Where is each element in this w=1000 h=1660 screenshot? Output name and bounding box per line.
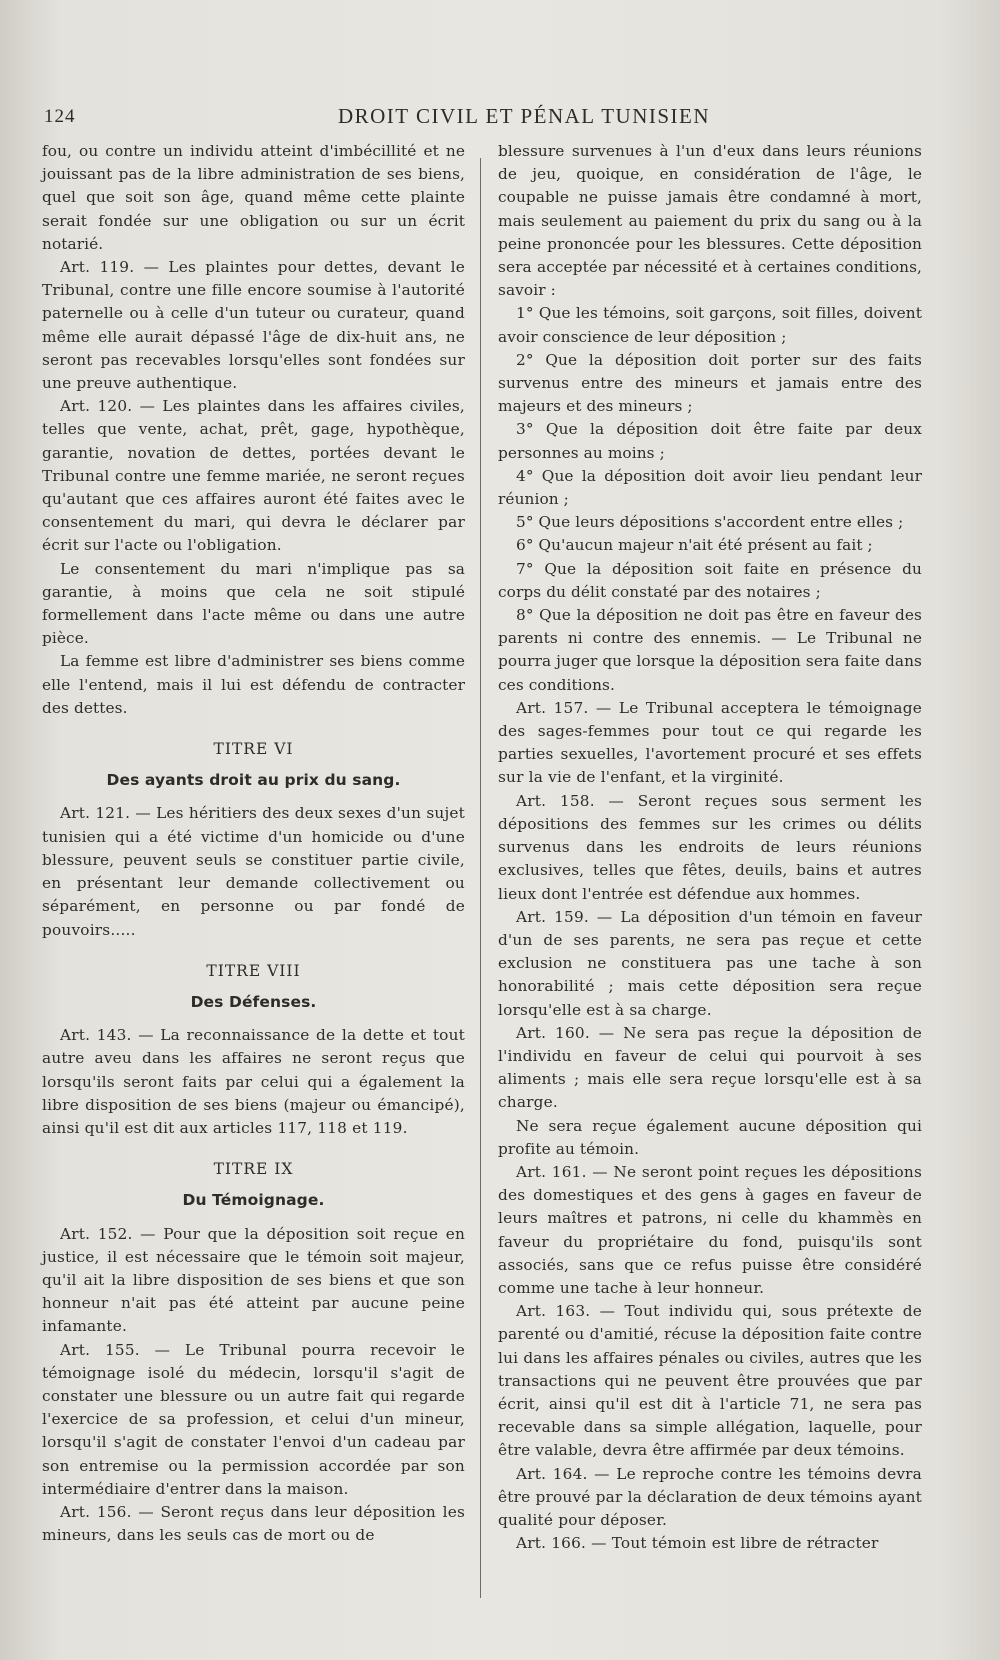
paragraph: Le consentement du mari n'implique pas sa garantie, à moins que cela ne soit stipulé formellement dans l'acte même ou dans une autre pièce.: [42, 559, 465, 648]
article-157: Art. 157. — Le Tribunal acceptera le témoignage des sages-femmes pour tout ce qui regarde les parties sexuelles, l'avortement procuré et ses effets sur la vie de l'enfant, et la virginité.: [498, 698, 922, 787]
article-158: Art. 158. — Seront reçues sous serment les dépositions des femmes sur les crimes ou délits survenus dans les endroits de leurs réunions exclusives, telles que fêtes, deuils, bains et autres lieux dont l'entrée est défendue aux hommes.: [498, 791, 922, 903]
condition-item: 3° Que la déposition doit être faite par deux personnes au moins ;: [498, 420, 922, 462]
title-heading: TITRE VI: [213, 740, 294, 759]
page-number: 124: [44, 106, 76, 127]
paragraph: blessure survenues à l'un d'eux dans leurs réunions de jeu, quoique, en considération de l'âge, le coupable ne puisse jamais être condamné à mort, mais seulement au paiement du prix du sang ou à la peine prononcée pour les blessures. Cette déposition sera acceptée par nécessité et à certaines conditions, savoir :: [498, 142, 922, 300]
left-column: [42, 140, 465, 1547]
article-143: Art. 143. — La reconnaissance de la dette et tout autre aveu dans les affaires ne seront reçus que lorsqu'ils seront faits par celui qui a également la libre disposition de ses biens (majeur ou émancipé), ainsi qu'il est dit aux articles 117, 118 et 119.: [42, 1026, 465, 1137]
paragraph: Ne sera reçue également aucune déposition qui profite au témoin.: [498, 1116, 922, 1158]
condition-item: 4° Que la déposition doit avoir lieu pendant leur réunion ;: [498, 466, 922, 509]
paragraph: La femme est libre d'administrer ses biens comme elle l'entend, mais il lui est défendu de contracter des dettes.: [42, 652, 465, 717]
title-heading: TITRE IX: [213, 1160, 294, 1179]
paragraph: fou, ou contre un individu atteint d'imbécillité et ne jouissant pas de la libre administration de ses biens, quel que soit son âge, quand même cette plainte serait fondée sur une obligation ou sur un écrit notarié.: [42, 142, 465, 253]
article-159: Art. 159. — La déposition d'un témoin en faveur d'un de ses parents, ne sera pas reçue et cette exclusion ne constituera pas une tache à son honorabilité ; mais cette déposition sera reçue lorsqu'elle est à sa charge.: [498, 907, 922, 1019]
article-119: Art. 119. — Les plaintes pour dettes, devant le Tribunal, contre une fille encore soumise à l'autorité paternelle ou à celle d'un tuteur ou curateur, quand même elle aurait dépassé l'âge de dix-huit ans, ne seront pas recevables lorsqu'elles sont fondées sur une preuve authentique.: [42, 258, 465, 393]
article-121: Art. 121. — Les héritiers des deux sexes d'un sujet tunisien qui a été victime d'un homicide ou d'une blessure, peuvent seuls se constituer partie civile, en présentant leur demande collectivement ou séparément, en personne ou par fondé de pouvoirs.....: [42, 804, 465, 939]
section-heading: Du Témoignage.: [182, 1191, 325, 1210]
page-header: [44, 104, 944, 134]
condition-item: 2° Que la déposition doit porter sur des faits survenus entre des mineurs et jamais entre des majeurs et des mineurs ;: [498, 350, 922, 416]
article-155: Art. 155. — Le Tribunal pourra recevoir le témoignage isolé du médecin, lorsqu'il s'agit de constater une blessure ou un autre fait qui regarde l'exercice de sa profession, et celui d'un mineur, lorsqu'il s'agit de constater l'envoi d'un cadeau par son entremise ou la permission accordée par son intermédiaire d'entrer dans la maison.: [42, 1340, 465, 1498]
article-164: Art. 164. — Le reproche contre les témoins devra être prouvé par la déclaration de deux témoins ayant qualité pour déposer.: [498, 1464, 922, 1529]
article-152: Art. 152. — Pour que la déposition soit reçue en justice, il est nécessaire que le témoin soit majeur, qu'il ait la libre disposition de ses biens et que son honneur n'ait pas été atteint par aucune peine infamante.: [42, 1224, 465, 1336]
right-column: [498, 140, 922, 1555]
article-166: Art. 166. — Tout témoin est libre de rétracter: [516, 1534, 879, 1553]
condition-item: 6° Qu'aucun majeur n'ait été présent au fait ;: [516, 536, 873, 555]
title-heading: TITRE VIII: [206, 961, 301, 980]
article-163: Art. 163. — Tout individu qui, sous prétexte de parenté ou d'amitié, récuse la déposition faite contre lui dans les affaires pénales ou civiles, autres que les transactions qui ne peuvent être prouvées que par écrit, ainsi qu'il est dit à l'article 71, ne sera pas recevable dans sa simple allégation, laquelle, pour être valable, devra être affirmée par deux témoins.: [498, 1302, 922, 1460]
condition-item: 1° Que les témoins, soit garçons, soit filles, doivent avoir conscience de leur déposition ;: [498, 304, 922, 346]
section-heading: Des ayants droit au prix du sang.: [106, 771, 401, 790]
column-divider: [480, 158, 481, 1598]
article-120: Art. 120. — Les plaintes dans les affaires civiles, telles que vente, achat, prêt, gage, hypothèque, garantie, novation de dettes, portées devant le Tribunal contre une femme mariée, ne seront reçues qu'autant que ces affaires auront été faites avec le consentement du mari, qui devra le déclarer par écrit sur l'acte ou l'obligation.: [42, 397, 465, 555]
running-title: DROIT CIVIL ET PÉNAL TUNISIEN: [337, 104, 711, 128]
condition-item: 5° Que leurs dépositions s'accordent entre elles ;: [516, 513, 904, 532]
condition-item: 8° Que la déposition ne doit pas être en faveur des parents ni contre des ennemis. — Le Tribunal ne pourra juger que lorsque la déposition sera faite dans ces conditions.: [498, 606, 922, 694]
article-160: Art. 160. — Ne sera pas reçue la déposition de l'individu en faveur de celui qui pourvoit à ses aliments ; mais elle sera reçue lorsqu'elle est à sa charge.: [498, 1023, 922, 1112]
condition-item: 7° Que la déposition soit faite en présence du corps du délit constaté par des notaires ;: [498, 559, 922, 601]
section-heading: Des Défenses.: [190, 992, 317, 1011]
article-161: Art. 161. — Ne seront point reçues les dépositions des domestiques et des gens à gages en faveur de leurs maîtres et patrons, ni celle du khammès en faveur du propriétaire du fond, puisqu'ils sont associés, sans que ce refus puisse être considéré comme une tache à leur honneur.: [498, 1162, 922, 1297]
article-156: Art. 156. — Seront reçus dans leur déposition les mineurs, dans les seuls cas de mort ou de: [42, 1502, 465, 1545]
